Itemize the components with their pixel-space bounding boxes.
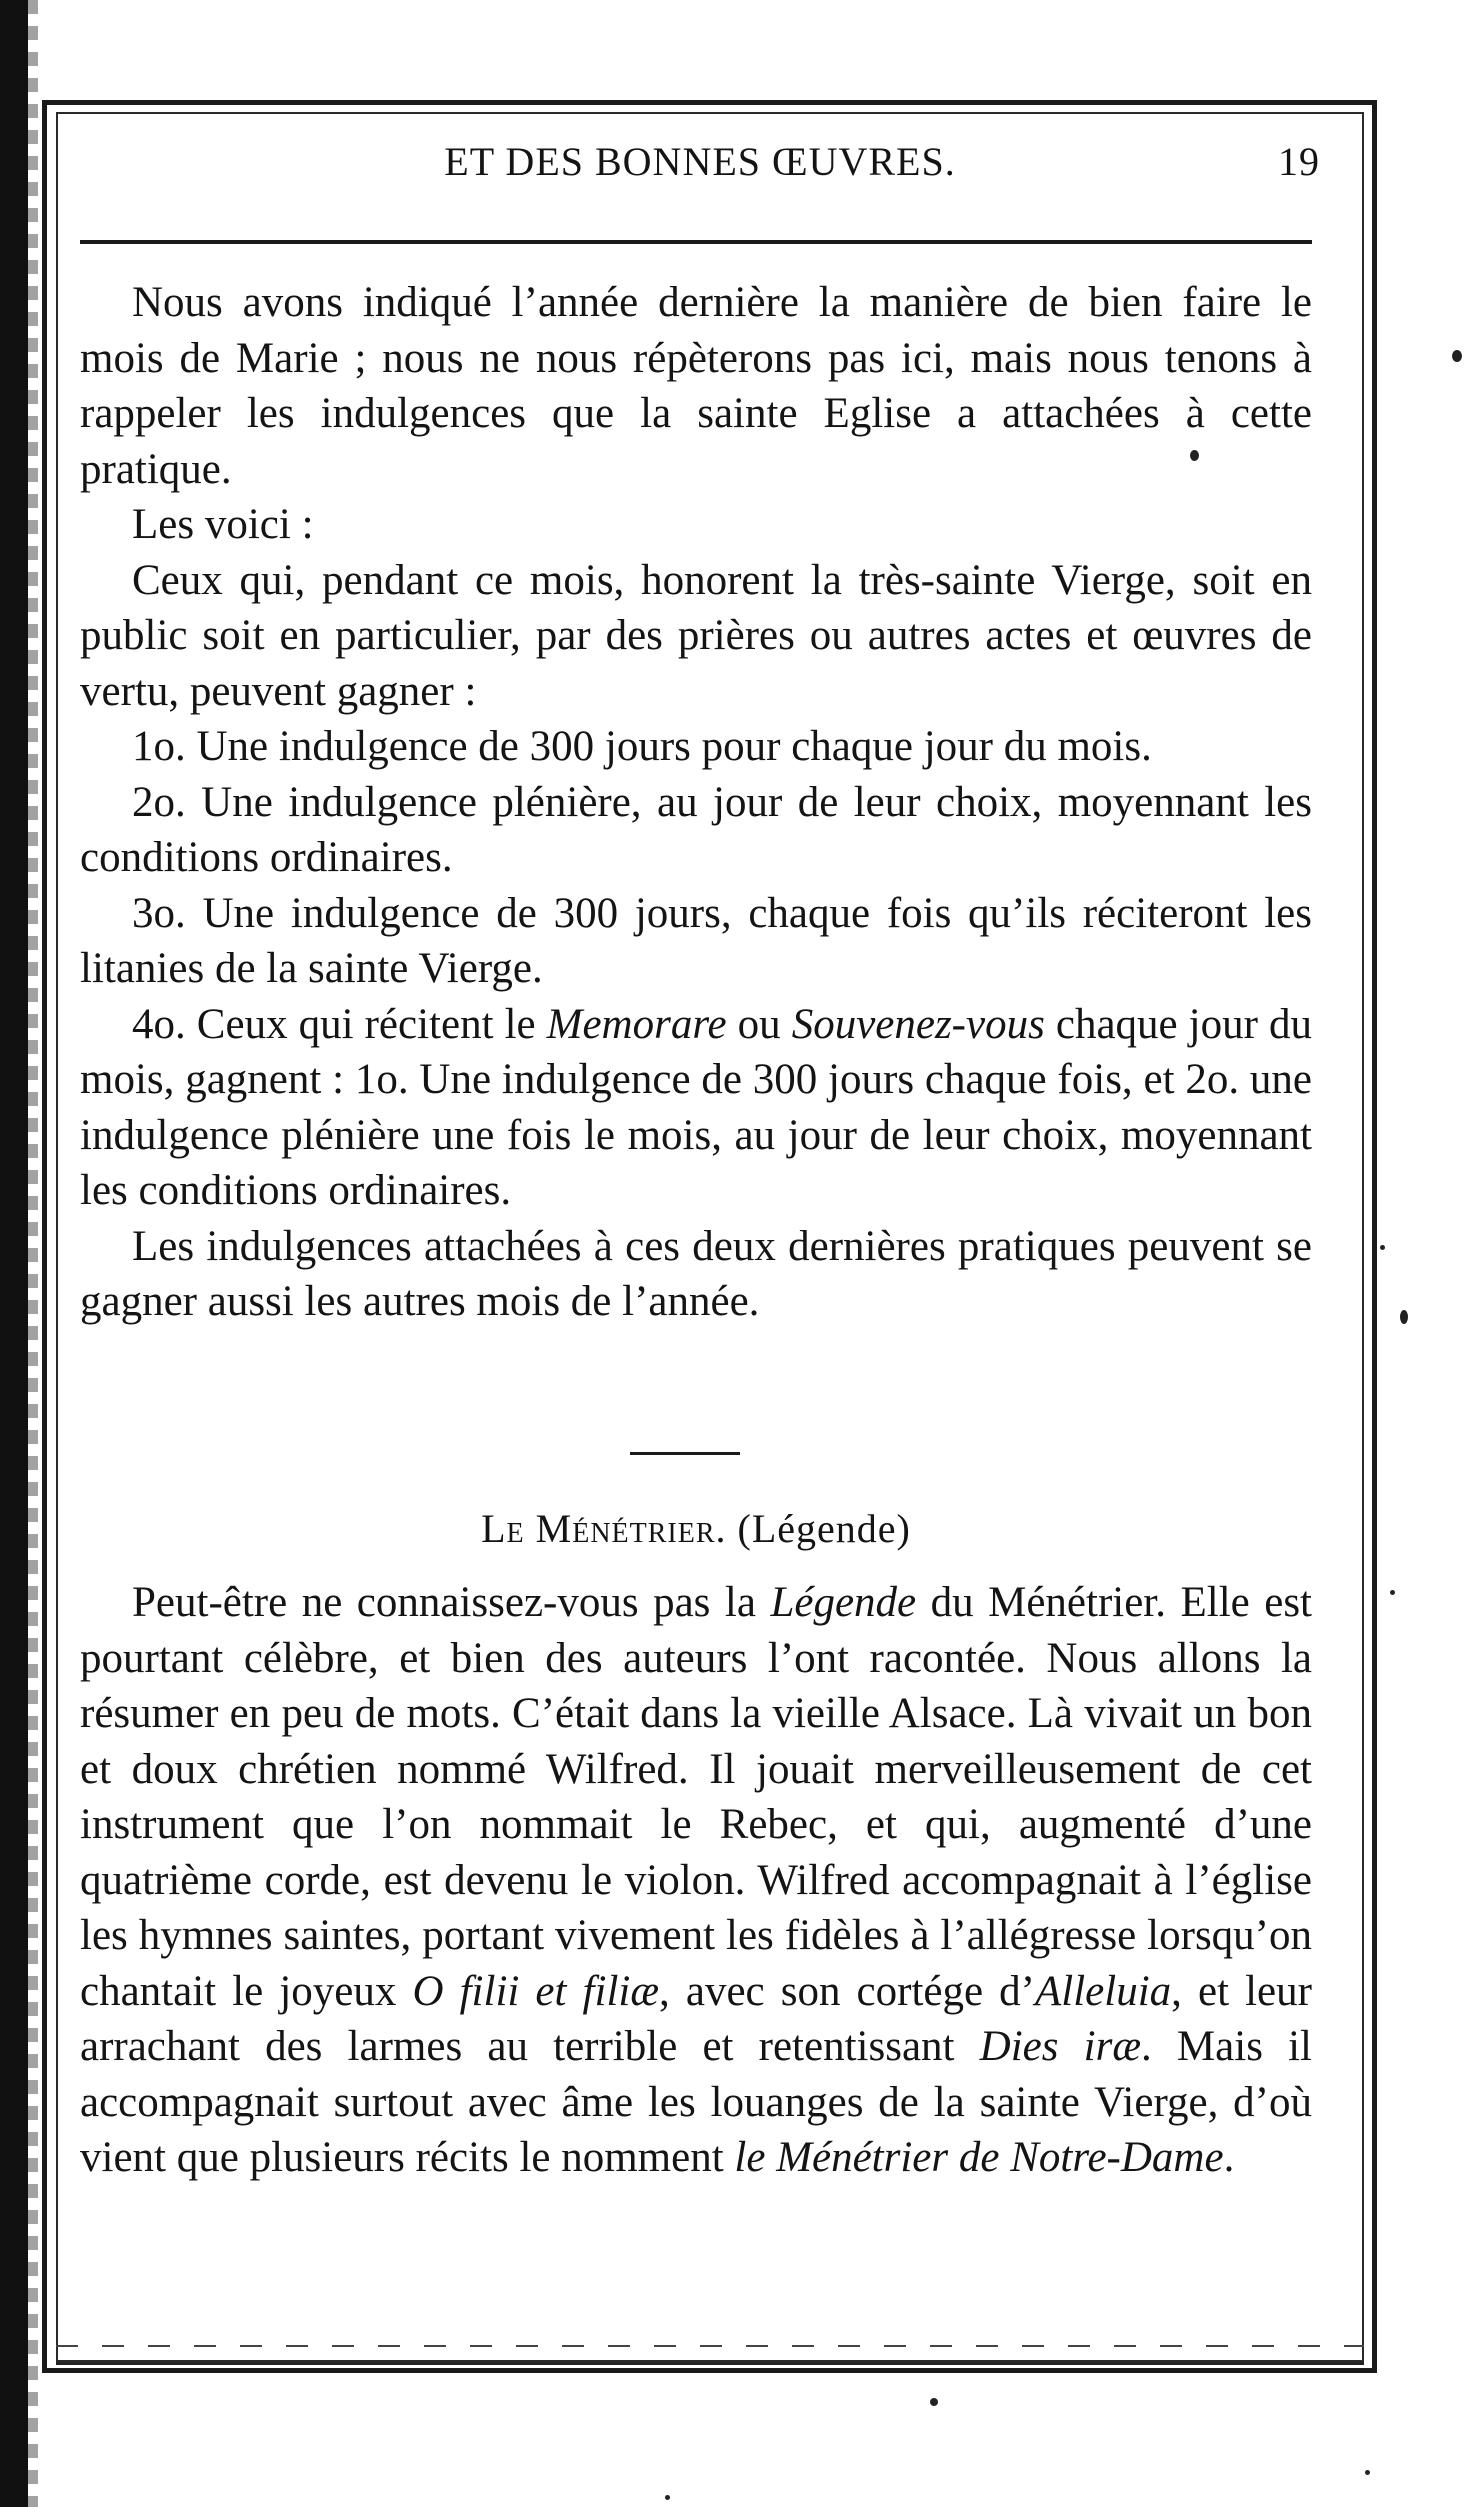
footer-rule bbox=[56, 2362, 1364, 2365]
print-speck bbox=[665, 2495, 670, 2500]
page-number: 19 bbox=[1278, 139, 1320, 184]
paragraph-memorare bbox=[80, 997, 1312, 1219]
section-title-sub: (Légende) bbox=[737, 1506, 911, 1551]
paragraph: Les voici : bbox=[132, 501, 314, 548]
book-spine bbox=[0, 0, 28, 2507]
print-speck bbox=[1452, 350, 1462, 362]
footer-dashed-rule bbox=[56, 2345, 1364, 2347]
running-header bbox=[80, 138, 1320, 198]
indulgences-section bbox=[80, 275, 1312, 1330]
text-run: , avec son cortége d’ bbox=[659, 1967, 1035, 2015]
paragraph: 1o. Une indulgence de 300 jours pour chaque jour du mois. bbox=[132, 723, 1152, 770]
text-run: . Mais il accompagnait surtout avec âme les louanges de la sainte Vierge, d’où vient que plusieurs récits le nomment bbox=[80, 2023, 1312, 2181]
text-run: Peut-être ne connaissez-vous pas la bbox=[132, 1579, 771, 1626]
italic-run: O filii et filiæ bbox=[412, 1967, 660, 2015]
text-run: , et leur arrachant des larmes au terrible et retentissant bbox=[80, 1967, 1312, 2070]
text-run: 4o. Ceux qui récitent le bbox=[132, 1000, 547, 1048]
italic-run: Memorare bbox=[546, 1000, 727, 1048]
header-rule bbox=[80, 240, 1312, 244]
section-title-main: Le Ménétrier. bbox=[481, 1506, 727, 1551]
print-speck bbox=[1400, 1310, 1408, 1324]
paragraph: Les indulgences attachées à ces deux dernières pratiques peuvent se gagner aussi les autres mois de l’année. bbox=[80, 1222, 1312, 1325]
paragraph: 3o. Une indulgence de 300 jours, chaque fois qu’ils réciteront les litanies de la sainte Vierge. bbox=[80, 889, 1312, 992]
page-edge bbox=[28, 0, 38, 2507]
paragraph: 2o. Une indulgence plénière, au jour de leur choix, moyennant les conditions ordinaires. bbox=[80, 778, 1312, 881]
print-speck bbox=[1380, 1245, 1385, 1250]
legend-section bbox=[80, 1575, 1312, 2186]
print-speck bbox=[1390, 1590, 1395, 1595]
section-separator bbox=[630, 1452, 740, 1455]
text-run: . bbox=[1223, 2134, 1235, 2181]
text-run: ou bbox=[726, 1000, 792, 1048]
paragraph: Nous avons indiqué l’année dernière la manière de bien faire le mois de Marie ; nous ne nous répèterons pas ici, mais nous tenons à rappeler les indulgences que la sainte Eglise a attachées à cette pratique. bbox=[80, 279, 1312, 493]
italic-run: Souvenez-vous bbox=[791, 1000, 1045, 1048]
print-speck bbox=[1365, 2470, 1370, 2475]
text-run: chaque jour du mois, gagnent : 1o. Une indulgence de 300 jours chaque fois, et 2o. une indulgence plénière une fois le mois, au jour de leur choix, moyennant les conditions ordinaires. bbox=[80, 1000, 1312, 1214]
italic-run: le Ménétrier de Notre-Dame bbox=[734, 2134, 1224, 2181]
print-speck bbox=[930, 2398, 938, 2406]
section-title bbox=[80, 1505, 1312, 1552]
legend-paragraph bbox=[80, 1575, 1312, 2186]
running-title: ET DES BONNES ŒUVRES. bbox=[444, 139, 956, 184]
italic-run: Alleluia bbox=[1035, 1967, 1172, 2015]
paragraph: Ceux qui, pendant ce mois, honorent la très-sainte Vierge, soit en public soit en particulier, par des prières ou autres actes et œuvres de vertu, peuvent gagner : bbox=[80, 556, 1312, 715]
text-run: du Ménétrier. Elle est pourtant célèbre, et bien des auteurs l’ont racontée. Nous allons la résumer en peu de mots. C’était dans la vieille Alsace. Là vivait un bon et doux chrétien nommé Wilfred. Il jouait merveilleusement de cet instrument que l’on nommait le Rebec, et qui, augmenté d’une quatrième corde, est devenu le violon. Wilfred accompagnait à l’église les hymnes saintes, portant vivement les fidèles à l’allégresse lorsqu’on chantait le joyeux bbox=[80, 1579, 1312, 2015]
italic-run: Légende bbox=[770, 1579, 917, 1626]
italic-run: Dies iræ bbox=[979, 2023, 1142, 2070]
print-speck bbox=[1190, 450, 1199, 461]
